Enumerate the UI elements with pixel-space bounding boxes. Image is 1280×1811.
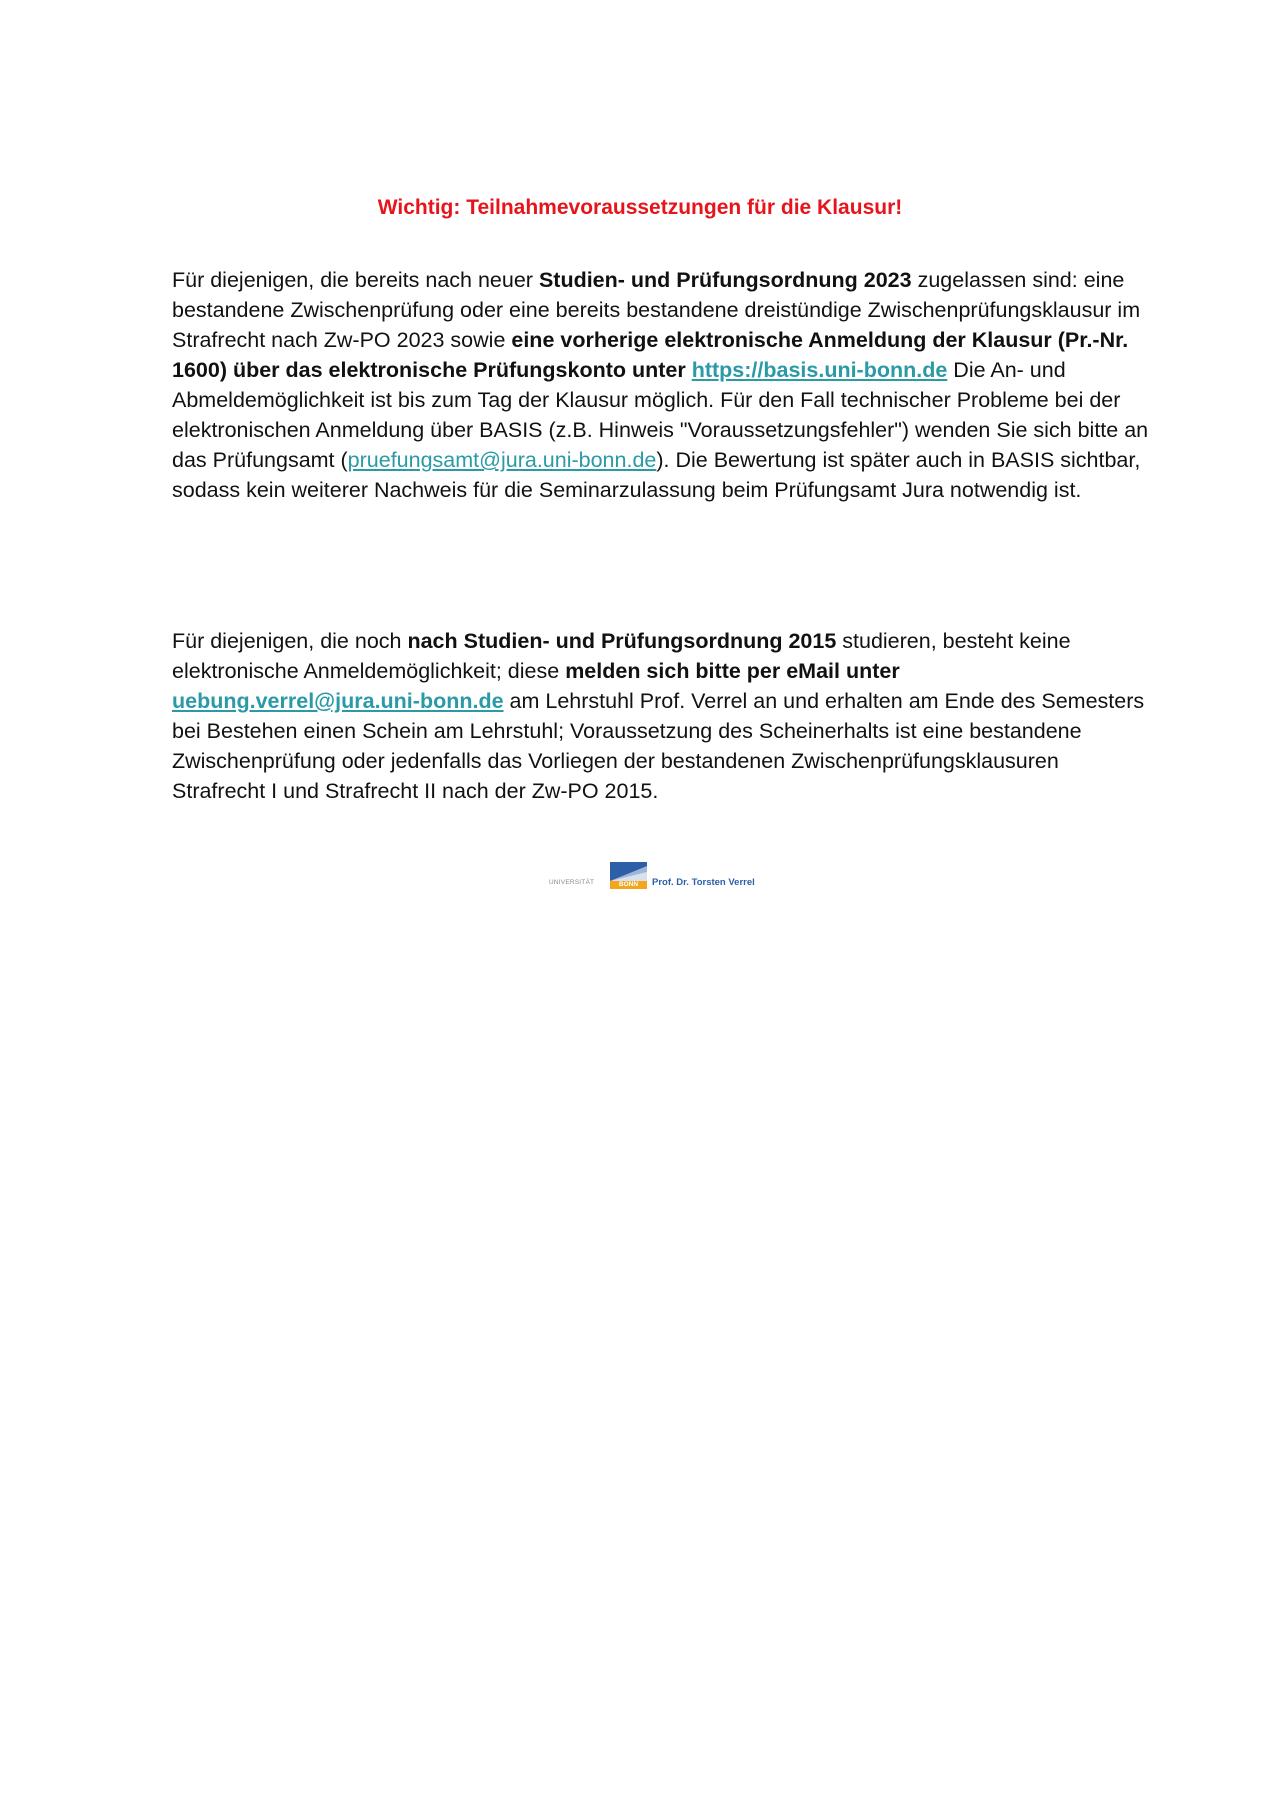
uebung-email-link[interactable]: uebung.verrel@jura.uni-bonn.de [172, 689, 504, 713]
text-segment: Für diejenigen, die bereits nach neuer [172, 268, 539, 292]
logo-bonn-label: BONN [610, 881, 647, 889]
bold-segment: Studien- und Prüfungsordnung 2023 [538, 268, 912, 292]
university-logo [549, 862, 789, 892]
bold-segment: eine vorherige elektronische Anmeldung der Klausur (Pr.-Nr. 1600) über das elektronische Prüfungskonto unter [172, 328, 1129, 382]
pruefungsamt-email-link[interactable]: pruefungsamt@jura.uni-bonn.de [347, 448, 657, 472]
text-segment: ). Die Bewertung ist später auch in BASIS sichtbar, sodass kein weiterer Nachweis für die Seminarzulassung beim Prüfungsamt Jura notwendig ist. [172, 448, 1141, 502]
text-segment: Für diejenigen, die noch [172, 629, 408, 653]
logo-wordmark: UNIVERSITÄT [549, 879, 595, 886]
paragraph-spo-2015 [172, 626, 1152, 806]
basis-link[interactable]: https://basis.uni-bonn.de [691, 358, 948, 382]
professor-name: Prof. Dr. Torsten Verrel [652, 877, 755, 888]
bold-segment: nach Studien- und Prüfungsordnung 2015 [407, 629, 837, 653]
text-segment: Die An- und Abmeldemöglichkeit ist bis zum Tag der Klausur möglich. Für den Fall technischer Probleme bei der elektronischen Anmeldung über BASIS (z.B. Hinweis "Voraussetzungsfehler") wenden Sie sich bitte an das Prüfungsamt ( [172, 358, 1149, 472]
paragraph-spo-2023 [172, 265, 1152, 505]
text-segment: zugelassen sind: eine bestandene Zwischenprüfung oder eine bereits bestandene dreistündige Zwischenprüfungsklausur im Strafrecht nach Zw-PO 2023 sowie [172, 268, 1141, 352]
text-segment: studieren, besteht keine elektronische Anmeldemöglichkeit; diese [172, 629, 1071, 683]
bold-segment: melden sich bitte per eMail unter [565, 659, 900, 683]
text-segment: am Lehrstuhl Prof. Verrel an und erhalten am Ende des Semesters bei Bestehen einen Schein am Lehrstuhl; Voraussetzung des Scheinerhalts ist eine bestandene Zwischenprüfung oder jedenfalls das Vorliegen der bestandenen Zwischenprüfungsklausuren Strafrecht I und Strafrecht II nach der Zw-PO 2015. [172, 689, 1145, 803]
notice-title: Wichtig: Teilnahmevoraussetzungen für die Klausur! [377, 196, 903, 219]
